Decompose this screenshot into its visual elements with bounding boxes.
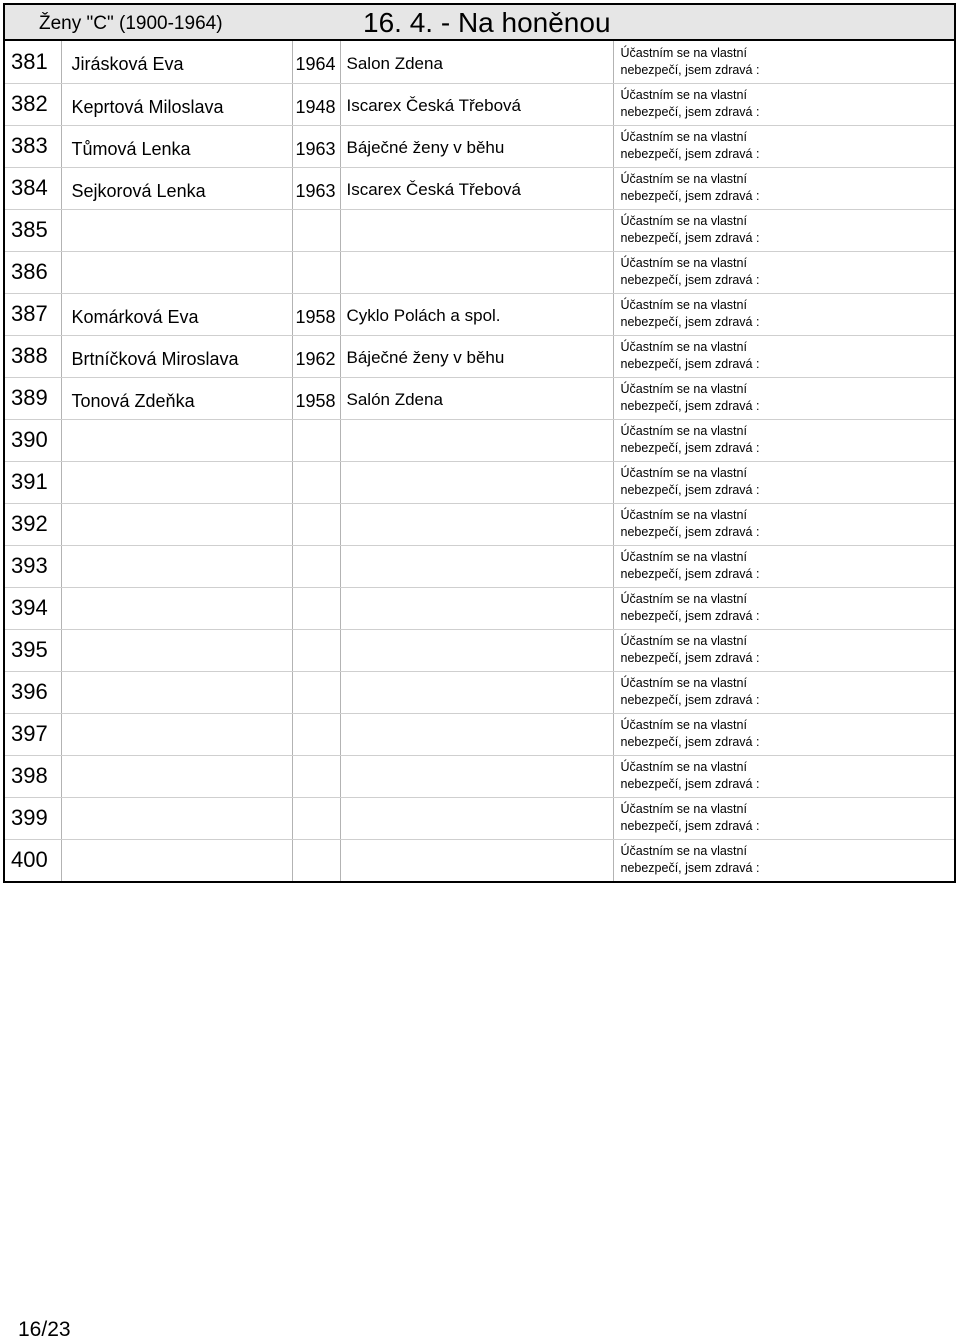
declaration-cell (613, 209, 954, 251)
declaration-line-2: nebezpečí, jsem zdravá : (620, 147, 760, 161)
club-name (340, 671, 613, 713)
runner-name (61, 587, 292, 629)
start-number: 392 (5, 503, 61, 545)
declaration-line-2: nebezpečí, jsem zdravá : (620, 399, 760, 413)
declaration-cell (613, 713, 954, 755)
table-row (5, 209, 954, 251)
table-row (5, 335, 954, 377)
declaration-line-2: nebezpečí, jsem zdravá : (620, 357, 760, 371)
birth-year (292, 755, 340, 797)
table-row (5, 419, 954, 461)
birth-year (292, 209, 340, 251)
declaration-line-1: Účastním se na vlastní (620, 802, 747, 816)
birth-year: 1964 (292, 41, 340, 83)
declaration-cell (613, 335, 954, 377)
declaration-line-2: nebezpečí, jsem zdravá : (620, 609, 760, 623)
declaration-cell (613, 629, 954, 671)
table-row (5, 629, 954, 671)
declaration-cell (613, 839, 954, 881)
club-name: Salón Zdena (340, 377, 613, 419)
club-name (340, 629, 613, 671)
declaration-line-2: nebezpečí, jsem zdravá : (620, 231, 760, 245)
birth-year (292, 251, 340, 293)
start-number: 384 (5, 167, 61, 209)
declaration-line-2: nebezpečí, jsem zdravá : (620, 819, 760, 833)
declaration-line-1: Účastním se na vlastní (620, 466, 747, 480)
declaration-cell (613, 377, 954, 419)
table-row (5, 251, 954, 293)
declaration-line-1: Účastním se na vlastní (620, 592, 747, 606)
table-row (5, 545, 954, 587)
club-name: Iscarex Česká Třebová (340, 167, 613, 209)
runner-name: Tonová Zdeňka (61, 377, 292, 419)
registration-table (5, 41, 954, 881)
page-number: 16/23 (18, 1318, 71, 1341)
declaration-cell (613, 755, 954, 797)
runner-name (61, 461, 292, 503)
birth-year (292, 419, 340, 461)
declaration-line-2: nebezpečí, jsem zdravá : (620, 777, 760, 791)
runner-name: Komárková Eva (61, 293, 292, 335)
declaration-line-2: nebezpečí, jsem zdravá : (620, 483, 760, 497)
table-row (5, 671, 954, 713)
club-name (340, 503, 613, 545)
runner-name (61, 503, 292, 545)
club-name (340, 461, 613, 503)
declaration-line-1: Účastním se na vlastní (620, 844, 747, 859)
club-name (340, 545, 613, 587)
declaration-cell (613, 503, 954, 545)
birth-year (292, 713, 340, 755)
table-row (5, 503, 954, 545)
start-number: 398 (5, 755, 61, 797)
declaration-line-1: Účastním se na vlastní (620, 256, 747, 270)
start-number: 385 (5, 209, 61, 251)
table-row (5, 755, 954, 797)
start-number: 388 (5, 335, 61, 377)
declaration-line-1: Účastním se na vlastní (620, 508, 747, 522)
start-number: 391 (5, 461, 61, 503)
birth-year (292, 797, 340, 839)
runner-name: Jirásková Eva (61, 41, 292, 83)
runner-name (61, 419, 292, 461)
start-number: 389 (5, 377, 61, 419)
category-title: Ženy "C" (1900-1964) (39, 13, 223, 34)
runner-name: Sejkorová Lenka (61, 167, 292, 209)
declaration-cell (613, 461, 954, 503)
start-number: 381 (5, 41, 61, 83)
declaration-cell (613, 797, 954, 839)
declaration-line-1: Účastním se na vlastní (620, 718, 747, 732)
declaration-line-2: nebezpečí, jsem zdravá : (620, 861, 760, 876)
start-number: 386 (5, 251, 61, 293)
start-number: 397 (5, 713, 61, 755)
declaration-line-1: Účastním se na vlastní (620, 424, 747, 438)
declaration-line-2: nebezpečí, jsem zdravá : (620, 273, 760, 287)
club-name (340, 209, 613, 251)
declaration-line-2: nebezpečí, jsem zdravá : (620, 62, 760, 77)
birth-year: 1958 (292, 377, 340, 419)
runner-name (61, 251, 292, 293)
birth-year (292, 671, 340, 713)
club-name: Cyklo Polách a spol. (340, 293, 613, 335)
table-row (5, 587, 954, 629)
start-number: 395 (5, 629, 61, 671)
runner-name: Brtníčková Miroslava (61, 335, 292, 377)
club-name: Báječné ženy v běhu (340, 335, 613, 377)
table-row (5, 83, 954, 125)
declaration-cell (613, 587, 954, 629)
birth-year (292, 587, 340, 629)
club-name (340, 797, 613, 839)
birth-year: 1962 (292, 335, 340, 377)
table-row (5, 839, 954, 881)
declaration-line-2: nebezpečí, jsem zdravá : (620, 441, 760, 455)
runner-name: Tůmová Lenka (61, 125, 292, 167)
declaration-cell (613, 83, 954, 125)
start-number: 396 (5, 671, 61, 713)
birth-year (292, 839, 340, 881)
runner-name (61, 629, 292, 671)
club-name (340, 755, 613, 797)
birth-year (292, 629, 340, 671)
declaration-line-1: Účastním se na vlastní (620, 298, 747, 312)
declaration-cell (613, 419, 954, 461)
declaration-line-1: Účastním se na vlastní (620, 634, 747, 648)
table-row (5, 293, 954, 335)
club-name (340, 587, 613, 629)
runner-name (61, 671, 292, 713)
birth-year: 1948 (292, 83, 340, 125)
declaration-line-2: nebezpečí, jsem zdravá : (620, 525, 760, 539)
start-number: 394 (5, 587, 61, 629)
runner-name (61, 545, 292, 587)
event-title: 16. 4. - Na honěnou (363, 7, 611, 38)
table-row (5, 797, 954, 839)
declaration-cell (613, 293, 954, 335)
club-name: Salon Zdena (340, 41, 613, 83)
table-row (5, 125, 954, 167)
runner-name (61, 755, 292, 797)
runner-name (61, 209, 292, 251)
runner-name (61, 797, 292, 839)
declaration-line-1: Účastním se na vlastní (620, 214, 747, 228)
club-name: Iscarex Česká Třebová (340, 83, 613, 125)
declaration-line-1: Účastním se na vlastní (620, 130, 747, 144)
club-name (340, 419, 613, 461)
declaration-line-1: Účastním se na vlastní (620, 172, 747, 186)
declaration-cell (613, 125, 954, 167)
declaration-line-2: nebezpečí, jsem zdravá : (620, 735, 760, 749)
table-row (5, 461, 954, 503)
club-name: Báječné ženy v běhu (340, 125, 613, 167)
table-row (5, 713, 954, 755)
start-number: 383 (5, 125, 61, 167)
declaration-line-2: nebezpečí, jsem zdravá : (620, 189, 760, 203)
club-name (340, 251, 613, 293)
start-number: 400 (5, 839, 61, 881)
declaration-line-1: Účastním se na vlastní (620, 340, 747, 354)
birth-year: 1963 (292, 125, 340, 167)
table-row (5, 167, 954, 209)
declaration-cell (613, 167, 954, 209)
start-number: 393 (5, 545, 61, 587)
start-number: 399 (5, 797, 61, 839)
start-number: 387 (5, 293, 61, 335)
declaration-line-1: Účastním se na vlastní (620, 45, 747, 60)
birth-year: 1963 (292, 167, 340, 209)
declaration-line-1: Účastním se na vlastní (620, 382, 747, 396)
declaration-line-1: Účastním se na vlastní (620, 88, 747, 102)
start-number: 390 (5, 419, 61, 461)
runner-name (61, 713, 292, 755)
declaration-line-2: nebezpečí, jsem zdravá : (620, 567, 760, 581)
sheet-header (5, 5, 954, 41)
registration-rows (5, 41, 954, 881)
club-name (340, 713, 613, 755)
registration-sheet (3, 3, 956, 883)
birth-year (292, 461, 340, 503)
declaration-line-1: Účastním se na vlastní (620, 676, 747, 690)
birth-year: 1958 (292, 293, 340, 335)
declaration-cell (613, 41, 954, 83)
declaration-line-2: nebezpečí, jsem zdravá : (620, 693, 760, 707)
declaration-line-2: nebezpečí, jsem zdravá : (620, 315, 760, 329)
declaration-line-1: Účastním se na vlastní (620, 760, 747, 774)
table-row (5, 41, 954, 83)
club-name (340, 839, 613, 881)
birth-year (292, 503, 340, 545)
declaration-line-2: nebezpečí, jsem zdravá : (620, 651, 760, 665)
birth-year (292, 545, 340, 587)
declaration-line-2: nebezpečí, jsem zdravá : (620, 105, 760, 119)
runner-name (61, 839, 292, 881)
start-number: 382 (5, 83, 61, 125)
declaration-cell (613, 251, 954, 293)
declaration-cell (613, 671, 954, 713)
table-row (5, 377, 954, 419)
declaration-cell (613, 545, 954, 587)
runner-name: Keprtová Miloslava (61, 83, 292, 125)
declaration-line-1: Účastním se na vlastní (620, 550, 747, 564)
